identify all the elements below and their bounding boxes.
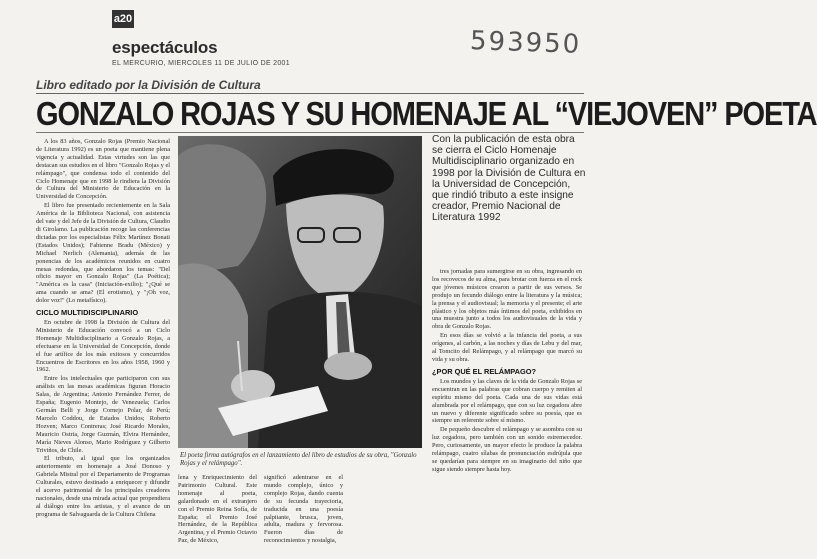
article-column-3: significó adentrarse en el mundo complejo, único y complejo Rojas, dando cuenta de su fecunda trayectoria, traducida en una poesía palpitante, brusca, joven, adulta, madura y fervorosa. Fueron días de reconocimientos y nostalgia, [264, 474, 343, 545]
section-title: espectáculos [112, 38, 218, 57]
divider [36, 132, 584, 133]
paragraph: A los 83 años, Gonzalo Rojas (Premio Nacional de Literatura 1992) es un poeta que mantiene plena vigencia y actualidad. Estas virtudes son las que destacan sus estudios en el libro "Gonzalo Rojas y el relámpago", que condensa todo el contenido del Ciclo Homenaje que en 1998 le rindiera la División de Cultura del Ministerio de Educación en la Universidad de Concepción. [36, 138, 170, 201]
article-column-1 [36, 138, 170, 558]
photo-caption: El poeta firma autógrafos en el lanzamiento del libro de estudios de su obra, "Gonzalo Rojas y el relámpago". [180, 452, 417, 467]
article-photo [178, 136, 422, 448]
article-kicker: Libro editado por la División de Cultura [36, 78, 261, 92]
article-column-5 [432, 268, 582, 558]
paragraph: El tributo, al igual que los organizados anteriormente en homenaje a José Donoso y Gabriela Mistral por el Departamento de Programas Culturales, estuvo destinado a enriquecer y difundir el acervo patrimonial de los principales creadores nacionales, desde una mirada actual que propendiera al diálogo entre los artistas, y el avance de un programa de Salvaguarda de la Cultura Chilena [36, 455, 170, 518]
article-headline: GONZALO ROJAS Y SU HOMENAJE AL “VIEJOVEN” POETA [36, 95, 817, 132]
dateline: EL MERCURIO, MIERCOLES 11 DE JULIO DE 2001 [112, 60, 290, 67]
paragraph: En esos días se volvió a la infancia del poeta, a sus orígenes, al carbón, a las noches y días de Lebu y del mar, al Tomcito del Relámpago, y al relámpago que marcó su vida y su obra. [432, 332, 582, 363]
handwritten-archive-number: 593950 [469, 26, 582, 60]
paragraph: tres jornadas para sumergirse en su obra, ingresando en los recovecos de su alma, para brotar con fuerza en el rock que jóvenes músicos crearon a partir de sus versos. Se produjo un fecundo diálogo entre la literatura y la música; la prensa y el audiovisual; la memoria y el presente; el arte plástico y los objetos más íntimos del poeta, exhibidos en una muestra junto a todos los audiovisuales de la vida y obra de Gonzalo Rojas. [432, 268, 582, 331]
subheading: ¿POR QUÉ EL RELÁMPAGO? [432, 366, 537, 376]
page-number-badge: a20 [112, 10, 134, 28]
paragraph: Entre los intelectuales que participaron con sus análisis en las mesas académicas figuran Horacio Salas, de Argentina; Antonio Fernández Ferrer, de España; Eugenio Montejo, de Venezuela; Carlos Germán Belli y Jorge Cornejo Polar, de Perú; Marcelo Coddou, de Estados Unidos; Roberto Hozven; Marco Contreras; José Ricardo Morales, Mauricio Ostria, Jorge Guzmán, Elvira Hernández, María Nieves Alonso, Mario Rodríguez y Gilberto Triviños, de Chile. [36, 375, 170, 454]
paragraph: De pequeño descubre el relámpago y se asombra con su luz cegadora, pero también con un sonido estremecedor. Pero, curiosamente, un mayor efecto le produce la palabra relámpago, cuatro sílabas de pronunciación esdrújula que se quedarían para siempre en su imaginario del niño que sigue siendo siempre hasta hoy. [432, 426, 582, 473]
photo-illustration [178, 136, 422, 448]
subheading: CICLO MULTIDISCIPLINARIO [36, 308, 139, 318]
article-column-2: lena y Enriquecimiento del Patrimonio Cultural. Este homenaje al poeta, galardonado en el extranjero con el Premio Reina Sofía, de España; el Premio José Hernández, de la República Argentina, y el Premio Octavio Paz, de México, [178, 474, 257, 545]
paragraph: En octubre de 1998 la División de Cultura del Ministerio de Educación convocó a un Ciclo Homenaje Multidisciplinario a Gonzalo Rojas, a efectuarse en la Universidad de Concepción, donde el fue artífice de los más exitosos y concurridos Encuentros de Escritores en los años 1958, 1960 y 1962. [36, 319, 170, 374]
paragraph: El libro fue presentado recientemente en la Sala América de la Biblioteca Nacional, con asistencia del vate y del Jefe de la División de Cultura, Claudio di Girolamo. La publicación recoge las conferencias dictadas por los especialistas Félix Martínez Bonati (Estados Unidos); Fabienne Bradu (México) y Michael Nerlich (Alemania), además de las ponencias de los académicos reunidos en cuatro mesas redondas, que abordaron los temas: "Del oficio mayor en Gonzalo Rojas" (La Poética); "América es la casa" (Iniciación-exilio); "¿Qué se ama cuando se ama? (El erotismo), y "¡Oh voz, dolor voz!" (Lo metafísico). [36, 202, 170, 305]
paragraph: Los mundos y las claves de la vida de Gonzalo Rojas se encuentran en las palabras que cobran cuerpo y remiten al espíritu mismo del poeta. Cada una de sus vidas está alumbrada por el relámpago, que con su luz cegadora abre un nuevo y diferente significado sobre su poesía, que es siempre un referente sobre sí mismo. [432, 377, 582, 425]
divider [36, 93, 584, 94]
pull-quote: Con la publicación de esta obra se cierra el Ciclo Homenaje Multidisciplinario organizado en 1998 por la División de Cultura en la Universidad de Concepción, que rindió tributo a este insigne creador, Premio Nacional de Literatura 1992 [432, 134, 586, 224]
